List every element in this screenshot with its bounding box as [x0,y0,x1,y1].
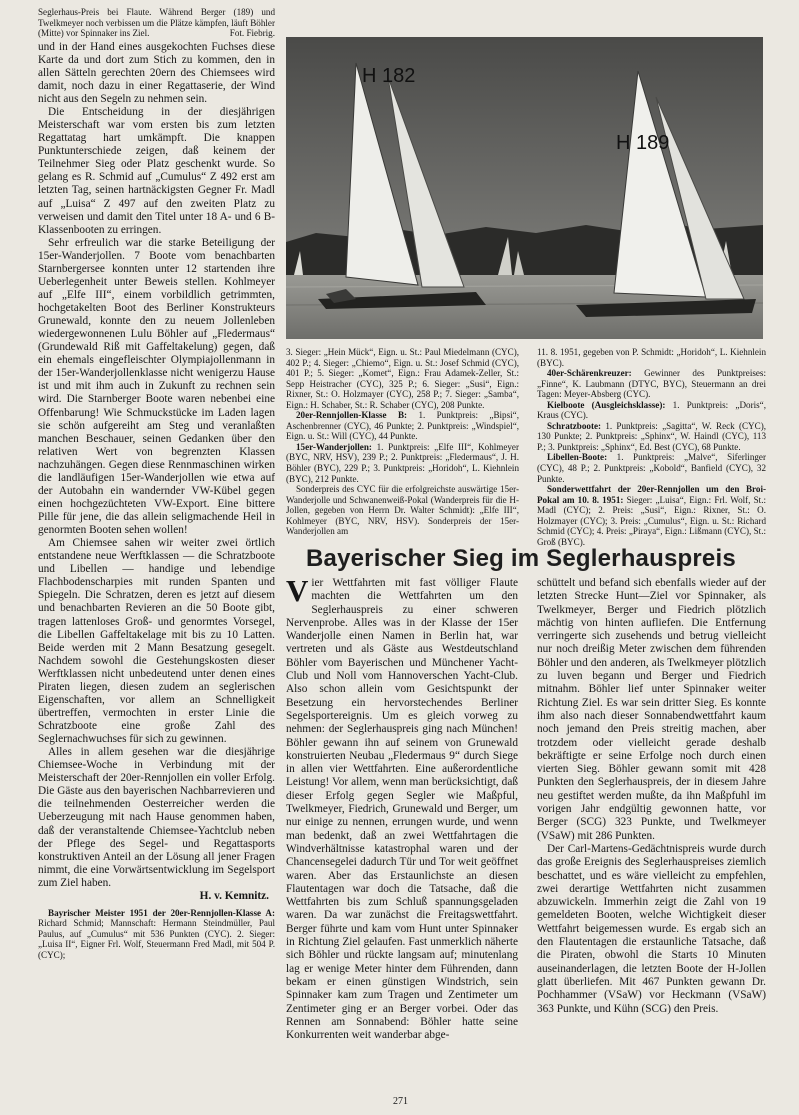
results-text: 1. Punktpreis: „Sagitta“, W. Reck (CYC), 130 Punkte; 2. Punktpreis: „Sphinx“, W. Haindl (CYC), 113 P.; 3. Punktpreis: „Sphinx“, Ed. Best (CYC), 68 Punkte. [537,420,766,452]
article-column-middle [286,573,518,1042]
results-column-middle [286,347,519,537]
results-heading: 40er-Schärenkreuzer: [547,368,632,379]
left-sail-number: H 182 [362,65,416,87]
results-paragraph [286,442,519,484]
right-sail-number: H 189 [616,132,670,154]
results-text: 1. Punktpreis: „Doris“, Kraus (CYC). [537,399,766,421]
drop-cap: V [286,573,309,608]
results-text: 1. Punktpreis: „Malve“, Siferlinger (CYC), 48 P.; 2. Punktpreis: „Kobold“, Banfield (CYC), 32 Punkte. [537,452,766,484]
results-paragraph [286,410,519,442]
results-text: Richard Schmid; Mannschaft: Hermann Steindmüller, Paul Paulus, auf „Cumulus“ mit 536 Punkten (CYC). 2. Sieger: „Luisa II“, Eigner Frl. Wolf, Steuermann Fred Madl, mit 504 P. (CYC); [38,918,275,960]
sailing-photo [286,37,763,339]
paragraph: Am Chiemsee sahen wir weiter zwei örtlich entstandene neue Werftklassen — die Schratzboote und Libellen — handige und lebendige Flachbodenscharpies mit runden Spanten und Spiegeln. Die Schratzen, deren es jetzt auf diesem und benachbarten Revieren an die 50 Boote gibt, tragen lattenloses Groß- und genormtes Vorsegel, die Libellen Gaffeltakelage mit bis zu 10 Latten. Beide werden mit 2 Mann Besatzung gesegelt. Nachdem sowohl die Gestehungskosten dieser Werftklassen nicht unbedeutend unter denen eines Piraten liegen, diesen zudem an seglerischen Eigenschaften, vor allem an Schnelligkeit übertreffen, vermochten in erster Linie die Schratzboote eine große Zahl des Seglernachwuchses für sich zu gewinnen. [38,537,275,746]
results-column-right [537,347,766,547]
author-signature: H. v. Kemnitz. [199,889,269,902]
photo-caption [38,7,275,39]
results-paragraph [38,908,275,961]
results-text: Gewinner des Punktpreises: „Finne“, K. Laubmann (DTYC, BYC), Steuermann an drei Tagen: Meyer-Absberg (CYC). [537,368,767,400]
results-heading: Bayrischer Meister 1951 der 20er-Rennjollen-Klasse A: [48,907,275,918]
article-column-right [537,577,766,1016]
left-column [38,7,275,960]
results-heading: 20er-Rennjollen-Klasse B: [296,410,408,421]
article-headline: Bayerischer Sieg im Seglerhauspreis [306,545,736,572]
report-chiemsee [38,41,275,903]
paragraph: Die Entscheidung in der diesjährigen Meisterschaft war vom ersten bis zum letzten Regattatag hart umkämpft. Die knappen Punktunterschiede zeigen, daß keinem der Teilnehmer Sieg oder Platz geschenkt wurde. So gelang es R. Schmid auf „Cumulus“ Z 492 erst am letzten Tag, seinen hartnäckigsten Gegner Fr. Madl auf „Luisa“ Z 497 auf den zweiten Platz zu verweisen und damit den Titel unter 18 A- und 6 B-Klassenbooten zu erringen. [38,106,275,236]
article-text: ier Wettfahrten mit fast völliger Flaute machten die Wettfahrten um den Seglerhauspreis zu einer schweren Nervenprobe. Alles was in der Klasse der 15er Wanderjolle einen Namen in Berlin hat, war vertreten und als Gäste aus Westdeutschland Böhler vom Bayerischen und Münchener Yacht-Club und Noll vom Hannoverschen Yacht-Club. Also schon allein vom Gesichtspunkt der Besetzung ein hervorstechendes Berliner Segelsportereignis. Um es gleich vorweg zu nehmen: der Seglerhauspreis ging nach München! Böhler gewann ihn auf seinem von Grunewald konstruierten Neubau „Fledermaus 9“ durch Siege in allen vier Wettfahrten. Eine außerordentliche Leistung! Vor allem, wenn man berücksichtigt, daß dieser Erfolg gegen Segler wie Maßpful, Twelkmeyer, Fiedrich, Grunewald und Berger, um nur einige zu nennen, errungen wurde, und wenn man bedenkt, daß an zwei Wettfahrtagen die Windverhältnisse katastrophal waren und der Chancensegelei dadurch Tür und Tor weit geöffnet waren. Aber das Erstaunlichste an diesen Flautentagen war doch die Tatsache, daß die Wettfahrten bis zum Schluß spannungsgeladen waren. Da war zunächst die Freitagswettfahrt. Berger führte und kam vom Hunt unter Spinnaker in Richtung Ziel gelaufen. Fast unmerklich näherte sich Böhler und rückte langsam auf; minutenlang lag er wenige Meter hinter dem Führenden, dann bekam er einen günstigen Windstrich, sein Spinnaker kam zum Tragen und Zentimeter um Zentimeter ging er an Berger vorbei. Oder das Rennen am Sonnabend: Böhler hatte seine Konkurrenten weit wanderbar abge- [286,577,518,1042]
page-number: 271 [393,1096,408,1107]
results-heading: Libellen-Boote: [547,452,608,463]
article-paragraph [286,573,518,1042]
results-paragraph [537,452,766,484]
results-heading: Schratzboote: [547,420,602,431]
results-text: 1. Punktpreis: „Elfe III“, Kohlmeyer (BYC, NRV, HSV), 239 P.; 2. Punktpreis: „Fledermaus“, J. H. Böhler (BYC), 229 P.; 3. Punktpreis: „Horidoh“, L. Kiehnlein (BYC), 212 Punkte. [286,441,519,484]
results-paragraph: 11. 8. 1951, gegeben von P. Schmidt: „Horidoh“, L. Kiehnlein (BYC). [537,347,766,368]
article-paragraph: Der Carl-Martens-Gedächtnispreis wurde durch das große Ereignis des Seglerhauspreises ziemlich beschattet, und es wäre vielleicht zu empfehlen, zwei derartige Wettfahrten nicht zusammen abzuwickeln. Immerhin zeigt die Zahl von 19 gemeldeten Booten, welche Wichtigkeit dieser Wettfahrt beigemessen wurde. Es ergab sich an den Flautentagen die erstaunliche Tatsache, daß die Piraten, obwohl die Starts 10 Minuten auseinanderlagen, die letzten Boote der H-Jollen glatt überliefen. Mit 467 Punkten gewann Dr. Pochhammer (VSaW) vor Heckmann (VSaW) 363 Punkte, und Kühn (SCG) den Preis. [537,842,766,1015]
results-paragraph [537,400,766,421]
results-text: 1. Punktpreis: „Bipsi“, Aschenbrenner (CYC), 46 Punkte; 2. Punktpreis: „Windspiel“, Eign. u. St.: Will (CYC), 44 Punkte. [286,410,519,442]
results-text: Sieger: „Luisa“, Eign.: Frl. Wolf, St.: Madl (CYC); 2. Preis: „Susi“, Eign.: Rixner, St.: O. Holzmayer (CYC); 3. Preis: „Cumulus“, Eign. u. St.: Richard Schmid (CYC); 4. Preis: „Piraya“, Eign.: Lißmann (CYC), St.: Groß (BYC). [537,494,766,547]
results-heading: Sonderwettfahrt der 20er-Rennjollen um den Broi-Pokal am 10. 8. 1951: [537,484,766,505]
results-paragraph: Sonderpreis des CYC für die erfolgreichste auswärtige 15er-Wanderjolle und Schwanenweiß-Pokal (Wanderpreis für die H-Jollen, gegeben von Herrn Dr. Walter Schmidt): „Elfe III“, Kohlmeyer (BYC, NRV, HSV). Sonderpreis der 15er-Wanderjollen am [286,484,519,537]
results-paragraph: 3. Sieger: „Hein Mück“, Eign. u. St.: Paul Miedelmann (CYC), 402 P.; 4. Sieger: „Chiemo“, Eign. u. St.: Josef Schmid (CYC), 401 P.; 5. Sieger: „Komet“, Eign.: Frau Adamek-Zeller, St.: Sepp Heistracher (CYC), 325 P.; 6. Sieger: „Susi“, Eign.: Rixner, St.: O. Holzmayer (CYC), 258 P.; 7. Sieger: „Samba“, Eign.: H. Schaber, St.: R. Schaber (CYC), 208 Punkte. [286,347,519,410]
results-heading: Kielboote (Ausgleichsklasse): [547,399,666,410]
photo-credit: Fot. Fiebrig. [229,28,275,39]
paragraph: und in der Hand eines ausgekochten Fuchses diese Karte da und dort zum Stich zu kommen, den in allen Sätteln gerechten 20ern des Chiemsees wird damit, noch dazu in einer Regattaserie, der Wind nicht aus den Segeln zu nehmen sein. [38,40,275,106]
paragraph: Sehr erfreulich war die starke Beteiligung der 15er-Wanderjollen. 7 Boote vom benachbarten Starnbergersee konnten unter 12 startenden ihre Ueberlegenheit unter Beweis stellen. Kohlmeyer auf „Elfe III“, einem vorbildlich getrimmten, hochgetakelten Boot des Berliner Konstrukteurs Grunewald, konnte den zu neuem Jollenleben wiedergewonnenen Lulu Böhler auf „Fledermaus“ (Grundewald Riß mit Gaffeltakelung) gegen, daß ein ehemals eingefleischter Olympiajollenmann in der 15er-Wanderjollenklasse nicht wenigerzu Hause ist und mit ihm auch in Zukunft zu rechnen sein wird. Die Starnberger Boote waren nebenbei eine Offenbarung! Wie Schmuckstücke im Laden lagen sie schön aufgereiht am Steg und veranlaßten manchen Beschauer, seinen Gedanken über den relativen Wert von begrenzten Klassen nachzuhängen. Gegen diese Rennmaschinen wirken die landläufigen 15er-Wanderjollen wie etwa auf der Autobahn ein wandernder VW-Kübel gegen einen hochgezüchteten VW-Export. Eine bittere Pille für jene, die das allein seligmachende Heil in genormten Booten sehen wollen! [38,236,275,537]
paragraph: Alles in allem gesehen war die diesjährige Chiemsee-Woche in Verbindung mit der Meisterschaft der 20er-Rennjollen ein voller Erfolg. Die Gäste aus den bayerischen Nachbarrevieren und die teilnehmenden Oesterreicher werden die Ueberzeugung mit nach Hause genommen haben, daß der veranstaltende Chiemsee-Yachtclub neben der Pflege des Segel- und Regattasports konstruktiven Anteil an der Lösung all jener Fragen nimmt, die eine Vorwärtsentwicklung im Segelsport zum Ziel haben. [38,746,275,889]
results-paragraph [537,368,766,400]
results-heading: 15er-Wanderjollen: [296,441,372,452]
caption-text: Seglerhaus-Preis bei Flaute. Während Berger (189) und Twelkmeyer noch verbissen um die Plätze kämpfen, läuft Böhler (Mitte) vor Spinnaker ins Ziel. [38,7,275,39]
results-paragraph [537,484,766,547]
results-paragraph [537,421,766,453]
article-paragraph: schüttelt und befand sich ebenfalls wieder auf der letzten Strecke Hunt—Ziel vor Spinnaker, als Twelkmeyer, Berger und Fiedrich plötzlich mächtig von hinten aufliefen. Die Entfernung verringerte sich zusehends und betrug vielleicht nur noch dreißig Meter zwischen dem führenden Böhler und den anderen, als Twelkmeyer plötzlich zu luven begann und Berger und Fiedrich mitnahm. Böhler lief unter Spinnaker weiter Richtung Ziel. Es war sein dritter Sieg. Es konnte ihm also nach dieser Sonnabendwettfahrt kaum noch jemand den Preis streitig machen, aber trotzdem oder vielleicht gerade deshalb bekräftigte er seine Erfolge noch durch einen vierten Sieg. Böhler gewann somit mit 428 Punkten den Seglerhauspreis, der in diesem Jahre neu gestiftet werden mußte, da ihn Maßpfuhl im vorigen Jahr endgültig gewonnen hatte, vor Berger (SCG) 323 Punkte, und Twelkmeyer (VSaW) mit 286 Punkten. [537,577,766,842]
